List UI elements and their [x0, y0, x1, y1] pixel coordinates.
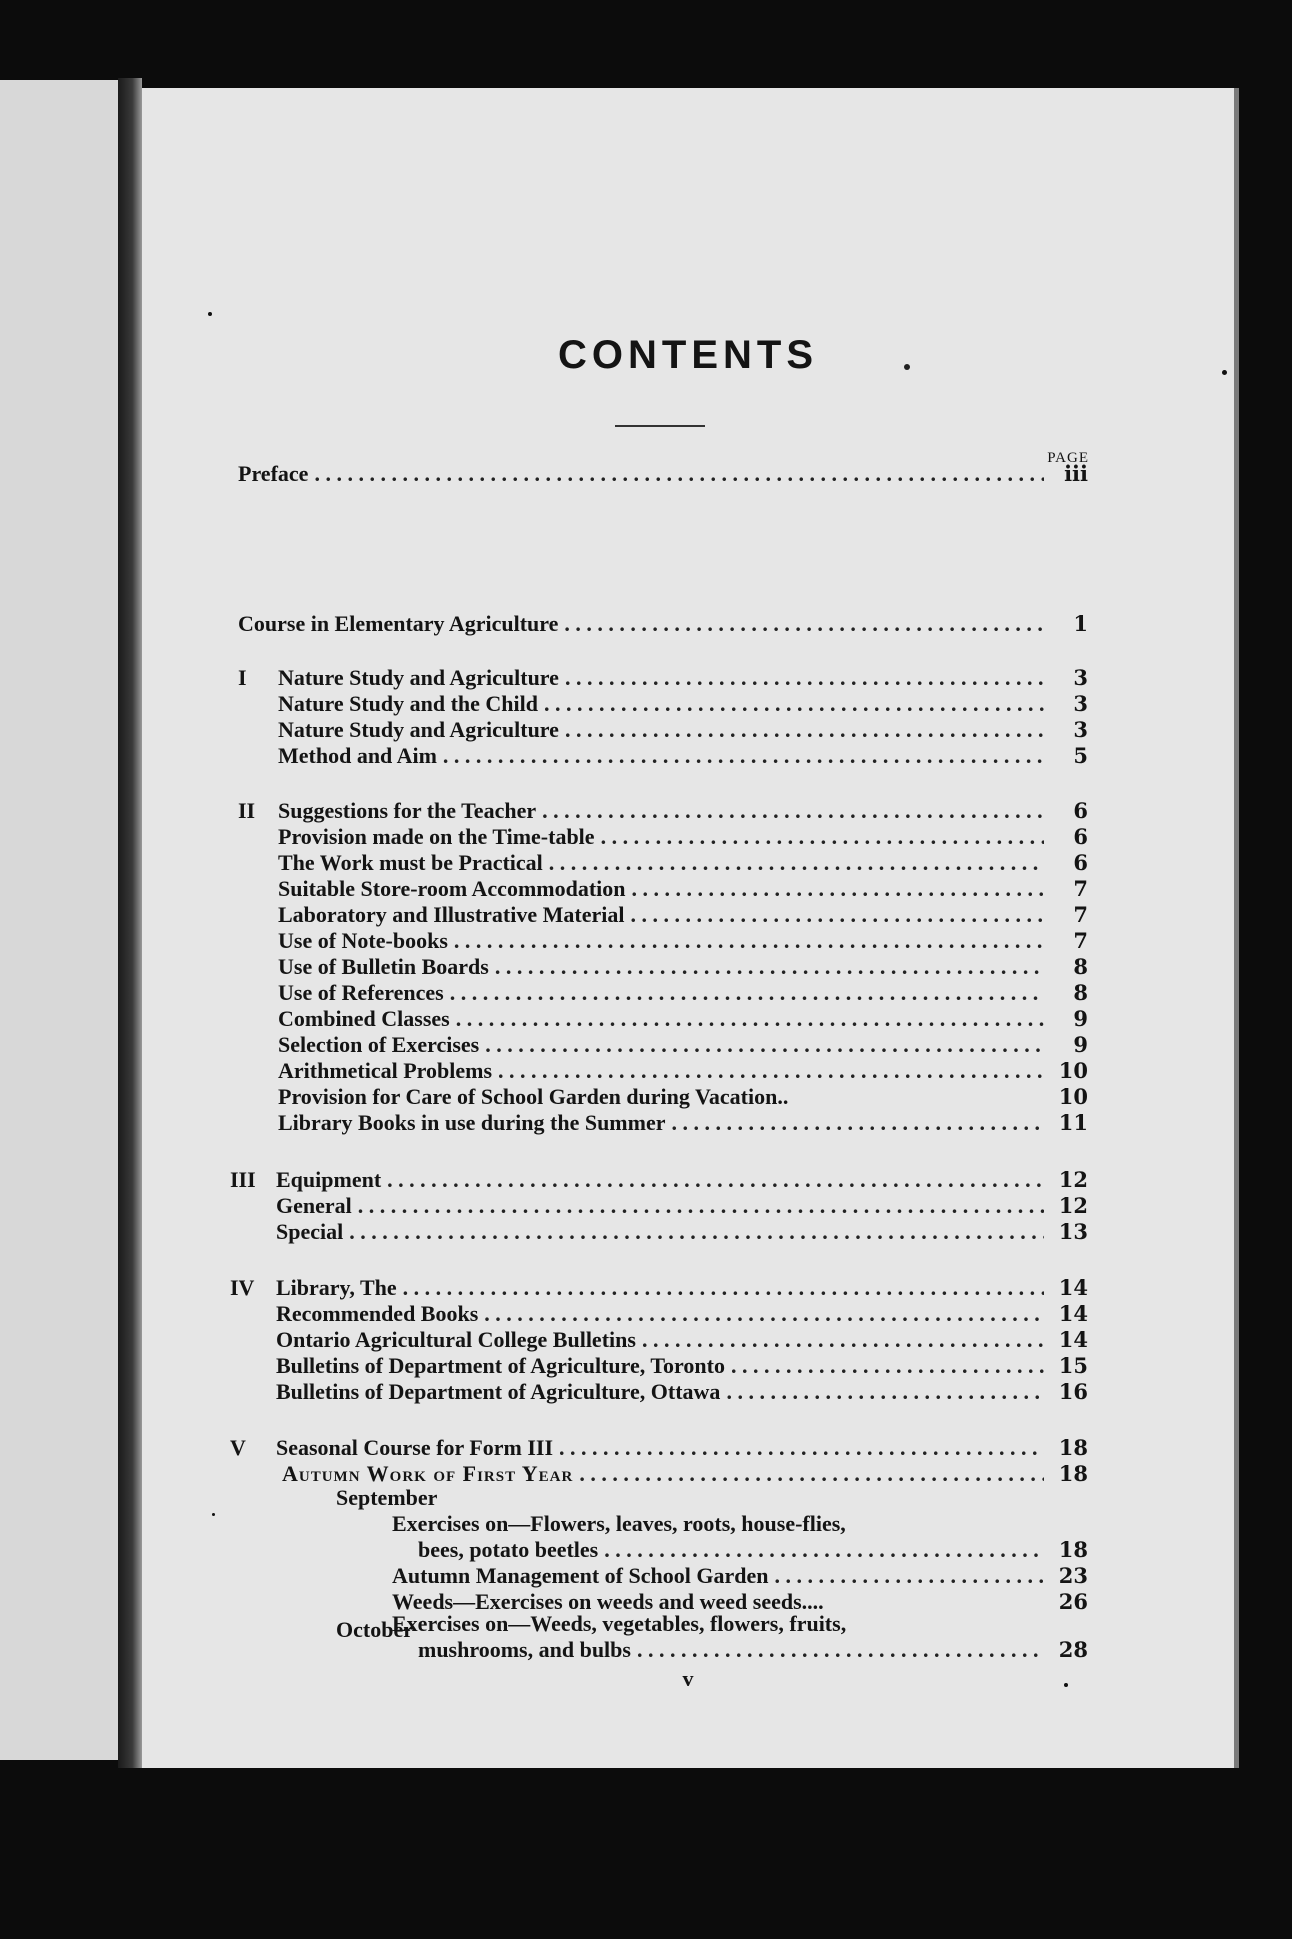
toc-section-number: II [238, 798, 256, 823]
leader-dots [565, 665, 1044, 691]
toc-row [392, 1511, 1088, 1537]
toc-row [418, 1537, 1088, 1563]
toc-row [418, 1637, 1088, 1663]
toc-list [142, 88, 1234, 1768]
toc-row [230, 1167, 1088, 1193]
toc-page: 18 [1058, 1537, 1088, 1562]
toc-page: 18 [1058, 1435, 1088, 1460]
toc-label: Exercises on—Weeds, vegetables, flowers, fruits, [392, 1611, 847, 1636]
toc-row [276, 1379, 1088, 1405]
toc-label: Autumn Work of First Year [282, 1461, 574, 1486]
toc-page: 8 [1073, 980, 1088, 1005]
toc-page: 7 [1073, 876, 1088, 901]
leader-dots [630, 902, 1044, 928]
leader-dots [774, 1563, 1044, 1589]
toc-page: 9 [1073, 1006, 1088, 1031]
toc-label: Selection of Exercises [278, 1032, 480, 1057]
toc-page: 7 [1073, 928, 1088, 953]
toc-label: Library, The [276, 1275, 397, 1300]
toc-page: 6 [1073, 850, 1088, 875]
toc-label: September [336, 1485, 438, 1510]
toc-label: General [276, 1193, 352, 1218]
toc-page: 18 [1058, 1461, 1088, 1486]
toc-label: Autumn Management of School Garden [392, 1563, 769, 1588]
toc-page: 16 [1058, 1379, 1088, 1404]
toc-page: 3 [1073, 717, 1088, 742]
toc-row [282, 1461, 1088, 1487]
toc-label: Bulletins of Department of Agriculture, Ottawa [276, 1379, 721, 1404]
leader-dots [358, 1193, 1044, 1219]
toc-page: 14 [1058, 1275, 1088, 1300]
toc-page: 9 [1073, 1032, 1088, 1057]
toc-label: Method and Aim [278, 743, 437, 768]
toc-label: Special [276, 1219, 344, 1244]
leader-dots [403, 1275, 1044, 1301]
toc-page: 26 [1058, 1589, 1088, 1614]
page-column-header: PAGE [1047, 450, 1089, 466]
leader-dots [387, 1167, 1044, 1193]
toc-label: Use of Bulletin Boards [278, 954, 489, 979]
toc-row [278, 876, 1088, 902]
toc-label: Nature Study and Agriculture [278, 665, 559, 690]
leader-dots [565, 717, 1044, 743]
toc-row [392, 1611, 1088, 1637]
toc-label: Use of Note-books [278, 928, 448, 953]
toc-label: mushrooms, and bulbs [418, 1637, 631, 1662]
toc-row [238, 611, 1088, 637]
leader-dots [642, 1327, 1044, 1353]
toc-label: Recommended Books [276, 1301, 479, 1326]
page-folio: v [682, 1666, 694, 1691]
toc-page: 23 [1058, 1563, 1088, 1588]
toc-label: Laboratory and Illustrative Material [278, 902, 625, 927]
leader-dots [484, 1301, 1044, 1327]
toc-page: 6 [1073, 824, 1088, 849]
toc-row [278, 980, 1088, 1006]
toc-row [278, 717, 1088, 743]
toc-page: 12 [1058, 1167, 1088, 1192]
page-title: CONTENTS [558, 333, 818, 377]
toc-page: 3 [1073, 691, 1088, 716]
toc-row [276, 1193, 1088, 1219]
toc-page: 11 [1058, 1110, 1088, 1135]
leader-dots [450, 980, 1044, 1006]
toc-row [278, 824, 1088, 850]
leader-dots [349, 1219, 1044, 1245]
toc-label: Bulletins of Department of Agriculture, Toronto [276, 1353, 725, 1378]
leader-dots [564, 611, 1044, 637]
toc-row [278, 902, 1088, 928]
toc-page: 1 [1073, 611, 1088, 636]
toc-label: bees, potato beetles [418, 1537, 599, 1562]
toc-row [230, 1435, 1088, 1461]
leader-dots [443, 743, 1044, 769]
toc-page: 14 [1058, 1327, 1088, 1352]
toc-label: Provision for Care of School Garden during Vacation.. [278, 1084, 789, 1109]
toc-page: 14 [1058, 1301, 1088, 1326]
toc-page: 8 [1073, 954, 1088, 979]
toc-row [276, 1219, 1088, 1245]
book-spine [118, 78, 142, 1768]
leader-dots [544, 691, 1044, 717]
leader-dots [604, 1537, 1044, 1563]
leader-dots [632, 876, 1045, 902]
toc-page: 10 [1058, 1084, 1088, 1109]
contents-page [142, 88, 1234, 1768]
page-edge-shadow [1234, 88, 1239, 1768]
toc-page: 6 [1073, 798, 1088, 823]
toc-row [278, 954, 1088, 980]
toc-page: 28 [1058, 1637, 1088, 1662]
toc-label: Nature Study and the Child [278, 691, 538, 716]
leader-dots [454, 928, 1044, 954]
toc-page: 5 [1073, 743, 1088, 768]
toc-row [278, 1110, 1088, 1136]
toc-row [278, 691, 1088, 717]
scan-speck [1064, 1683, 1068, 1687]
toc-label: Ontario Agricultural College Bulletins [276, 1327, 636, 1352]
toc-row [336, 1485, 1088, 1511]
facing-page [0, 80, 118, 1760]
toc-row [276, 1301, 1088, 1327]
toc-page: 15 [1058, 1353, 1088, 1378]
toc-label: Library Books in use during the Summer [278, 1110, 666, 1135]
toc-row [278, 1058, 1088, 1084]
toc-row [278, 1032, 1088, 1058]
toc-label: Suggestions for the Teacher [278, 798, 537, 823]
toc-page: 7 [1073, 902, 1088, 927]
toc-label: Nature Study and Agriculture [278, 717, 559, 742]
scan-speck [1222, 370, 1227, 375]
scan-speck [212, 1513, 215, 1516]
toc-label: Exercises on—Flowers, leaves, roots, house-flies, [392, 1511, 846, 1536]
toc-label: Provision made on the Time-table [278, 824, 595, 849]
leader-dots [672, 1110, 1045, 1136]
toc-page: 3 [1073, 665, 1088, 690]
toc-row [238, 461, 1088, 487]
leader-dots [731, 1353, 1044, 1379]
leader-dots [498, 1058, 1044, 1084]
toc-label: Course in Elementary Agriculture [238, 611, 559, 636]
toc-section-number: I [238, 665, 247, 690]
leader-dots [559, 1435, 1044, 1461]
toc-row [392, 1563, 1088, 1589]
toc-row [278, 928, 1088, 954]
toc-row [278, 1006, 1088, 1032]
toc-page: 12 [1058, 1193, 1088, 1218]
toc-label: Weeds—Exercises on weeds and weed seeds.... [392, 1589, 824, 1614]
leader-dots [485, 1032, 1044, 1058]
toc-section-number: III [230, 1167, 256, 1192]
toc-row [276, 1327, 1088, 1353]
toc-label: The Work must be Practical [278, 850, 543, 875]
toc-section-number: IV [230, 1275, 255, 1300]
toc-label: Suitable Store-room Accommodation [278, 876, 626, 901]
leader-dots [601, 824, 1044, 850]
toc-row [276, 1353, 1088, 1379]
toc-row [278, 1084, 1088, 1110]
toc-label: Preface [238, 461, 309, 486]
leader-dots [579, 1461, 1044, 1487]
leader-dots [726, 1379, 1044, 1405]
toc-page: 10 [1058, 1058, 1088, 1083]
leader-dots [495, 954, 1044, 980]
toc-label: Combined Classes [278, 1006, 450, 1031]
scan-speck [208, 312, 212, 316]
leader-dots [549, 850, 1044, 876]
toc-section-number: V [230, 1435, 246, 1460]
toc-label: Arithmetical Problems [278, 1058, 493, 1083]
toc-label: October [336, 1617, 413, 1642]
toc-row [238, 665, 1088, 691]
toc-row [238, 798, 1088, 824]
toc-row [230, 1275, 1088, 1301]
leader-dots [456, 1006, 1044, 1032]
leader-dots [314, 461, 1044, 487]
toc-row [278, 743, 1088, 769]
leader-dots [542, 798, 1044, 824]
toc-label: Equipment [276, 1167, 382, 1192]
leader-dots [637, 1637, 1044, 1663]
toc-page: 13 [1058, 1219, 1088, 1244]
toc-page: iii [1064, 461, 1088, 486]
toc-row [278, 850, 1088, 876]
toc-label: Seasonal Course for Form III [276, 1435, 554, 1460]
toc-label: Use of References [278, 980, 444, 1005]
